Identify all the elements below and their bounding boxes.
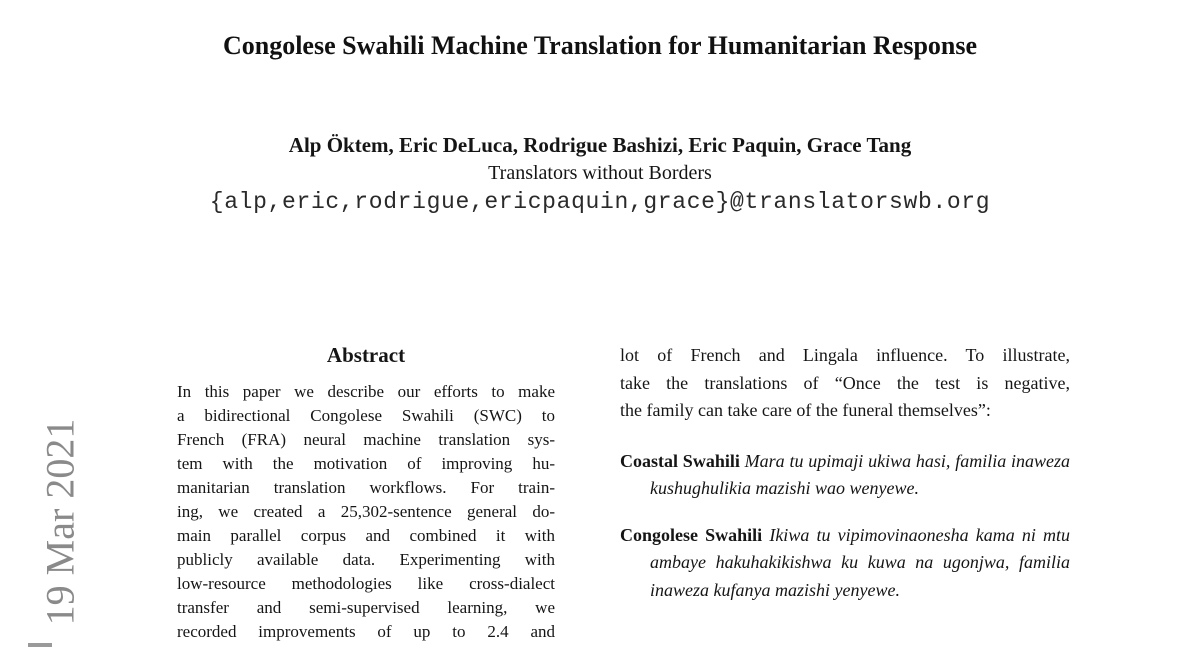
authors-line: Alp Öktem, Eric DeLuca, Rodrigue Bashizi, Eric Paquin, Grace Tang [288, 133, 912, 157]
text-line: transfer and semi-supervised learning, we [177, 598, 555, 617]
text-line: the family can take care of the funeral themselves”: [620, 400, 991, 420]
abstract-section [177, 342, 555, 644]
paper-title: Congolese Swahili Machine Translation for Humanitarian Response [222, 31, 978, 60]
text-line: low-resource methodologies like cross-dialect [177, 574, 555, 593]
affiliation-line: Translators without Borders [488, 162, 712, 184]
example-congolese-text: Ikiwa tu vipimovinaonesha kama ni mtu ambaye hakuhakikishwa ku kuwa na ugonjwa, familia inaweza kufanya mazishi yenyewe. [650, 524, 1070, 600]
abstract-heading: Abstract [326, 343, 406, 367]
text-line: In this paper we describe our efforts to make [177, 382, 555, 401]
text-line: take the translations of “Once the test is negative, [620, 372, 1070, 393]
text-line: a bidirectional Congolese Swahili (SWC) to [177, 406, 555, 425]
text-line: tem with the motivation of improving hu- [177, 454, 555, 473]
text-line: recorded improvements of up to 2.4 and [177, 622, 555, 641]
example-congolese-swahili [620, 522, 1070, 605]
right-column [620, 342, 1070, 604]
abstract-text [177, 380, 555, 644]
body-paragraph [620, 342, 1070, 425]
text-line: main parallel corpus and combined it with [177, 526, 555, 545]
text-line: publicly available data. Experimenting with [177, 550, 555, 569]
example-congolese-label: Congolese Swahili [620, 524, 763, 545]
example-coastal-swahili [620, 448, 1070, 503]
text-line: lot of French and Lingala influence. To illustrate, [620, 345, 1070, 365]
text-line: ing, we created a 25,302-sentence general do- [177, 502, 555, 521]
email-line: {alp,eric,rodrigue,ericpaquin,grace}@translatorswb.org [209, 189, 991, 215]
example-coastal-text: Mara tu upimaji ukiwa hasi, familia inaweza kushughulikia mazishi wao wenyewe. [650, 450, 1071, 498]
arxiv-date-stamp: 19 Mar 2021 [37, 418, 83, 626]
text-line: French (FRA) neural machine translation sys- [177, 430, 555, 449]
example-coastal-label: Coastal Swahili [620, 450, 740, 471]
text-line: manitarian translation workflows. For train- [177, 478, 555, 497]
arxiv-stamp-cutoff-fragment [28, 643, 52, 647]
